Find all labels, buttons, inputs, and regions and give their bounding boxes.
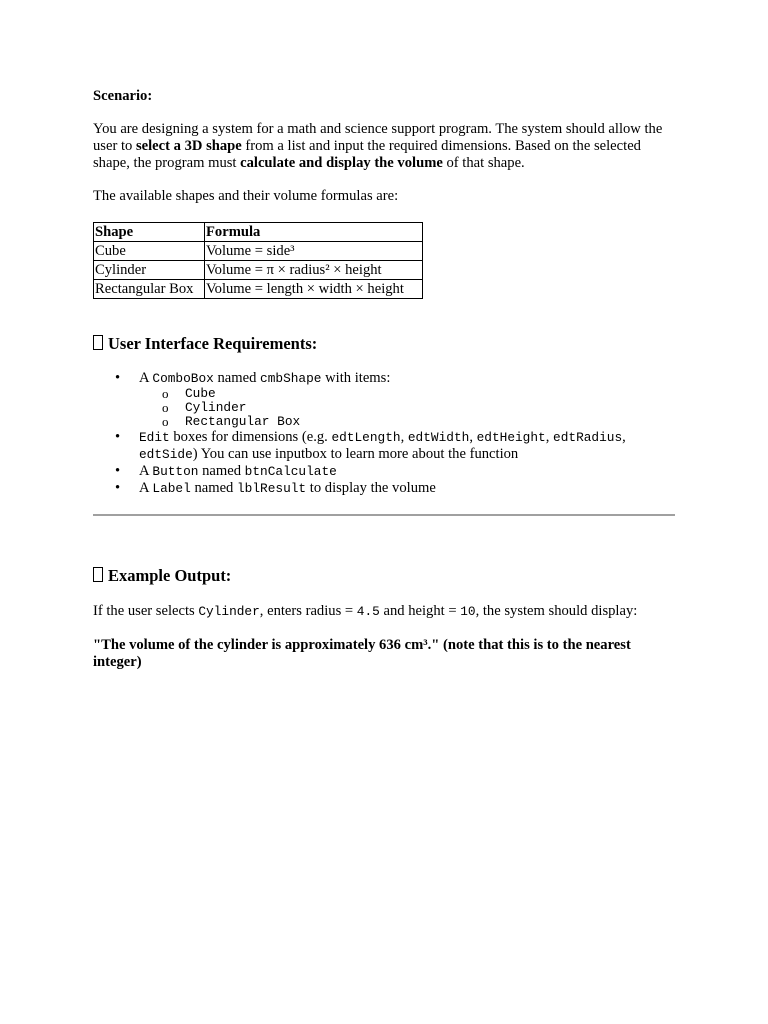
text: and height = — [379, 603, 461, 619]
text: , enters radius = — [259, 603, 357, 619]
list-item: o Rectangular Box — [93, 415, 675, 429]
text: boxes for dimensions (e.g. — [169, 429, 332, 445]
text: to display the volume — [306, 480, 436, 496]
table-cell-shape: Cylinder — [94, 261, 205, 280]
code-button: Button — [152, 464, 199, 479]
example-paragraph — [93, 603, 675, 620]
list-item — [93, 370, 675, 429]
code-btncalculate: btnCalculate — [244, 464, 337, 479]
table-cell-formula: Volume = side³ — [205, 242, 423, 261]
requirements-list — [93, 370, 675, 497]
intro-bold-shape: select a 3D shape — [135, 138, 242, 154]
code-edit: Edit — [139, 430, 170, 445]
scenario-paragraph — [93, 121, 675, 172]
intro-text: of that shape. — [442, 155, 525, 171]
ui-requirements-heading — [93, 334, 317, 354]
text: named — [213, 370, 261, 386]
text: If the user selects — [93, 603, 199, 619]
horizontal-divider — [93, 514, 675, 516]
text: with items: — [321, 370, 391, 386]
code-label: Label — [152, 481, 191, 496]
intro-bold-volume: calculate and display the volume — [240, 155, 443, 171]
list-item — [93, 429, 675, 463]
table-row — [94, 261, 423, 280]
text: named — [198, 463, 245, 479]
code-lblresult: lblResult — [237, 481, 307, 496]
scenario-heading: Scenario: — [93, 88, 153, 104]
table-cell-shape: Cube — [94, 242, 205, 261]
code-edtheight: edtHeight — [476, 430, 546, 445]
table-header-shape: Shape — [94, 223, 205, 242]
ui-requirements-heading-text: User Interface Requirements: — [108, 334, 318, 353]
table-header-formula: Formula — [205, 223, 423, 242]
text: , — [545, 429, 554, 445]
intro-text: You are designing a system for a math and science support program. The system should allow the user to — [93, 121, 663, 154]
table-header-row — [94, 223, 423, 242]
code-cylinder: Cylinder — [198, 604, 260, 619]
code-edtwidth: edtWidth — [407, 430, 470, 445]
code-edtlength: edtLength — [331, 430, 401, 445]
text: A — [139, 463, 153, 479]
combo-items-list — [139, 387, 675, 429]
missing-glyph-icon — [93, 335, 103, 350]
example-result: "The volume of the cylinder is approximately 636 cm³." (note that this is to the nearest integer) — [93, 637, 631, 670]
list-item: o Cylinder — [93, 401, 675, 415]
example-output-heading-text: Example Output: — [108, 566, 232, 585]
text: , — [469, 429, 477, 445]
table-row — [94, 242, 423, 261]
formula-table — [93, 222, 423, 299]
list-item — [93, 480, 675, 497]
text: , — [400, 429, 408, 445]
code-radius-value: 4.5 — [356, 604, 380, 619]
text: , the system should display: — [475, 603, 638, 619]
available-shapes-text: The available shapes and their volume formulas are: — [93, 188, 399, 204]
list-item — [93, 463, 675, 480]
example-output-heading — [93, 566, 231, 586]
missing-glyph-icon — [93, 567, 103, 582]
code-height-value: 10 — [460, 604, 476, 619]
code-edtside: edtSide — [139, 447, 193, 462]
code-cmbshape: cmbShape — [260, 371, 322, 386]
text: ) You can use inputbox to learn more about the function — [192, 446, 519, 462]
code-combobox: ComboBox — [152, 371, 214, 386]
text: , — [622, 429, 626, 445]
list-item: o Cube — [93, 387, 675, 401]
table-cell-shape: Rectangular Box — [94, 280, 205, 299]
text: named — [190, 480, 237, 496]
table-row — [94, 280, 423, 299]
table-cell-formula: Volume = length × width × height — [205, 280, 423, 299]
text: A — [139, 480, 153, 496]
code-edtradius: edtRadius — [553, 430, 623, 445]
table-cell-formula: Volume = π × radius² × height — [205, 261, 423, 280]
text: A — [139, 370, 153, 386]
intro-text: from a list and input the required dimensions. Based on the selected shape, the program must — [93, 138, 641, 171]
